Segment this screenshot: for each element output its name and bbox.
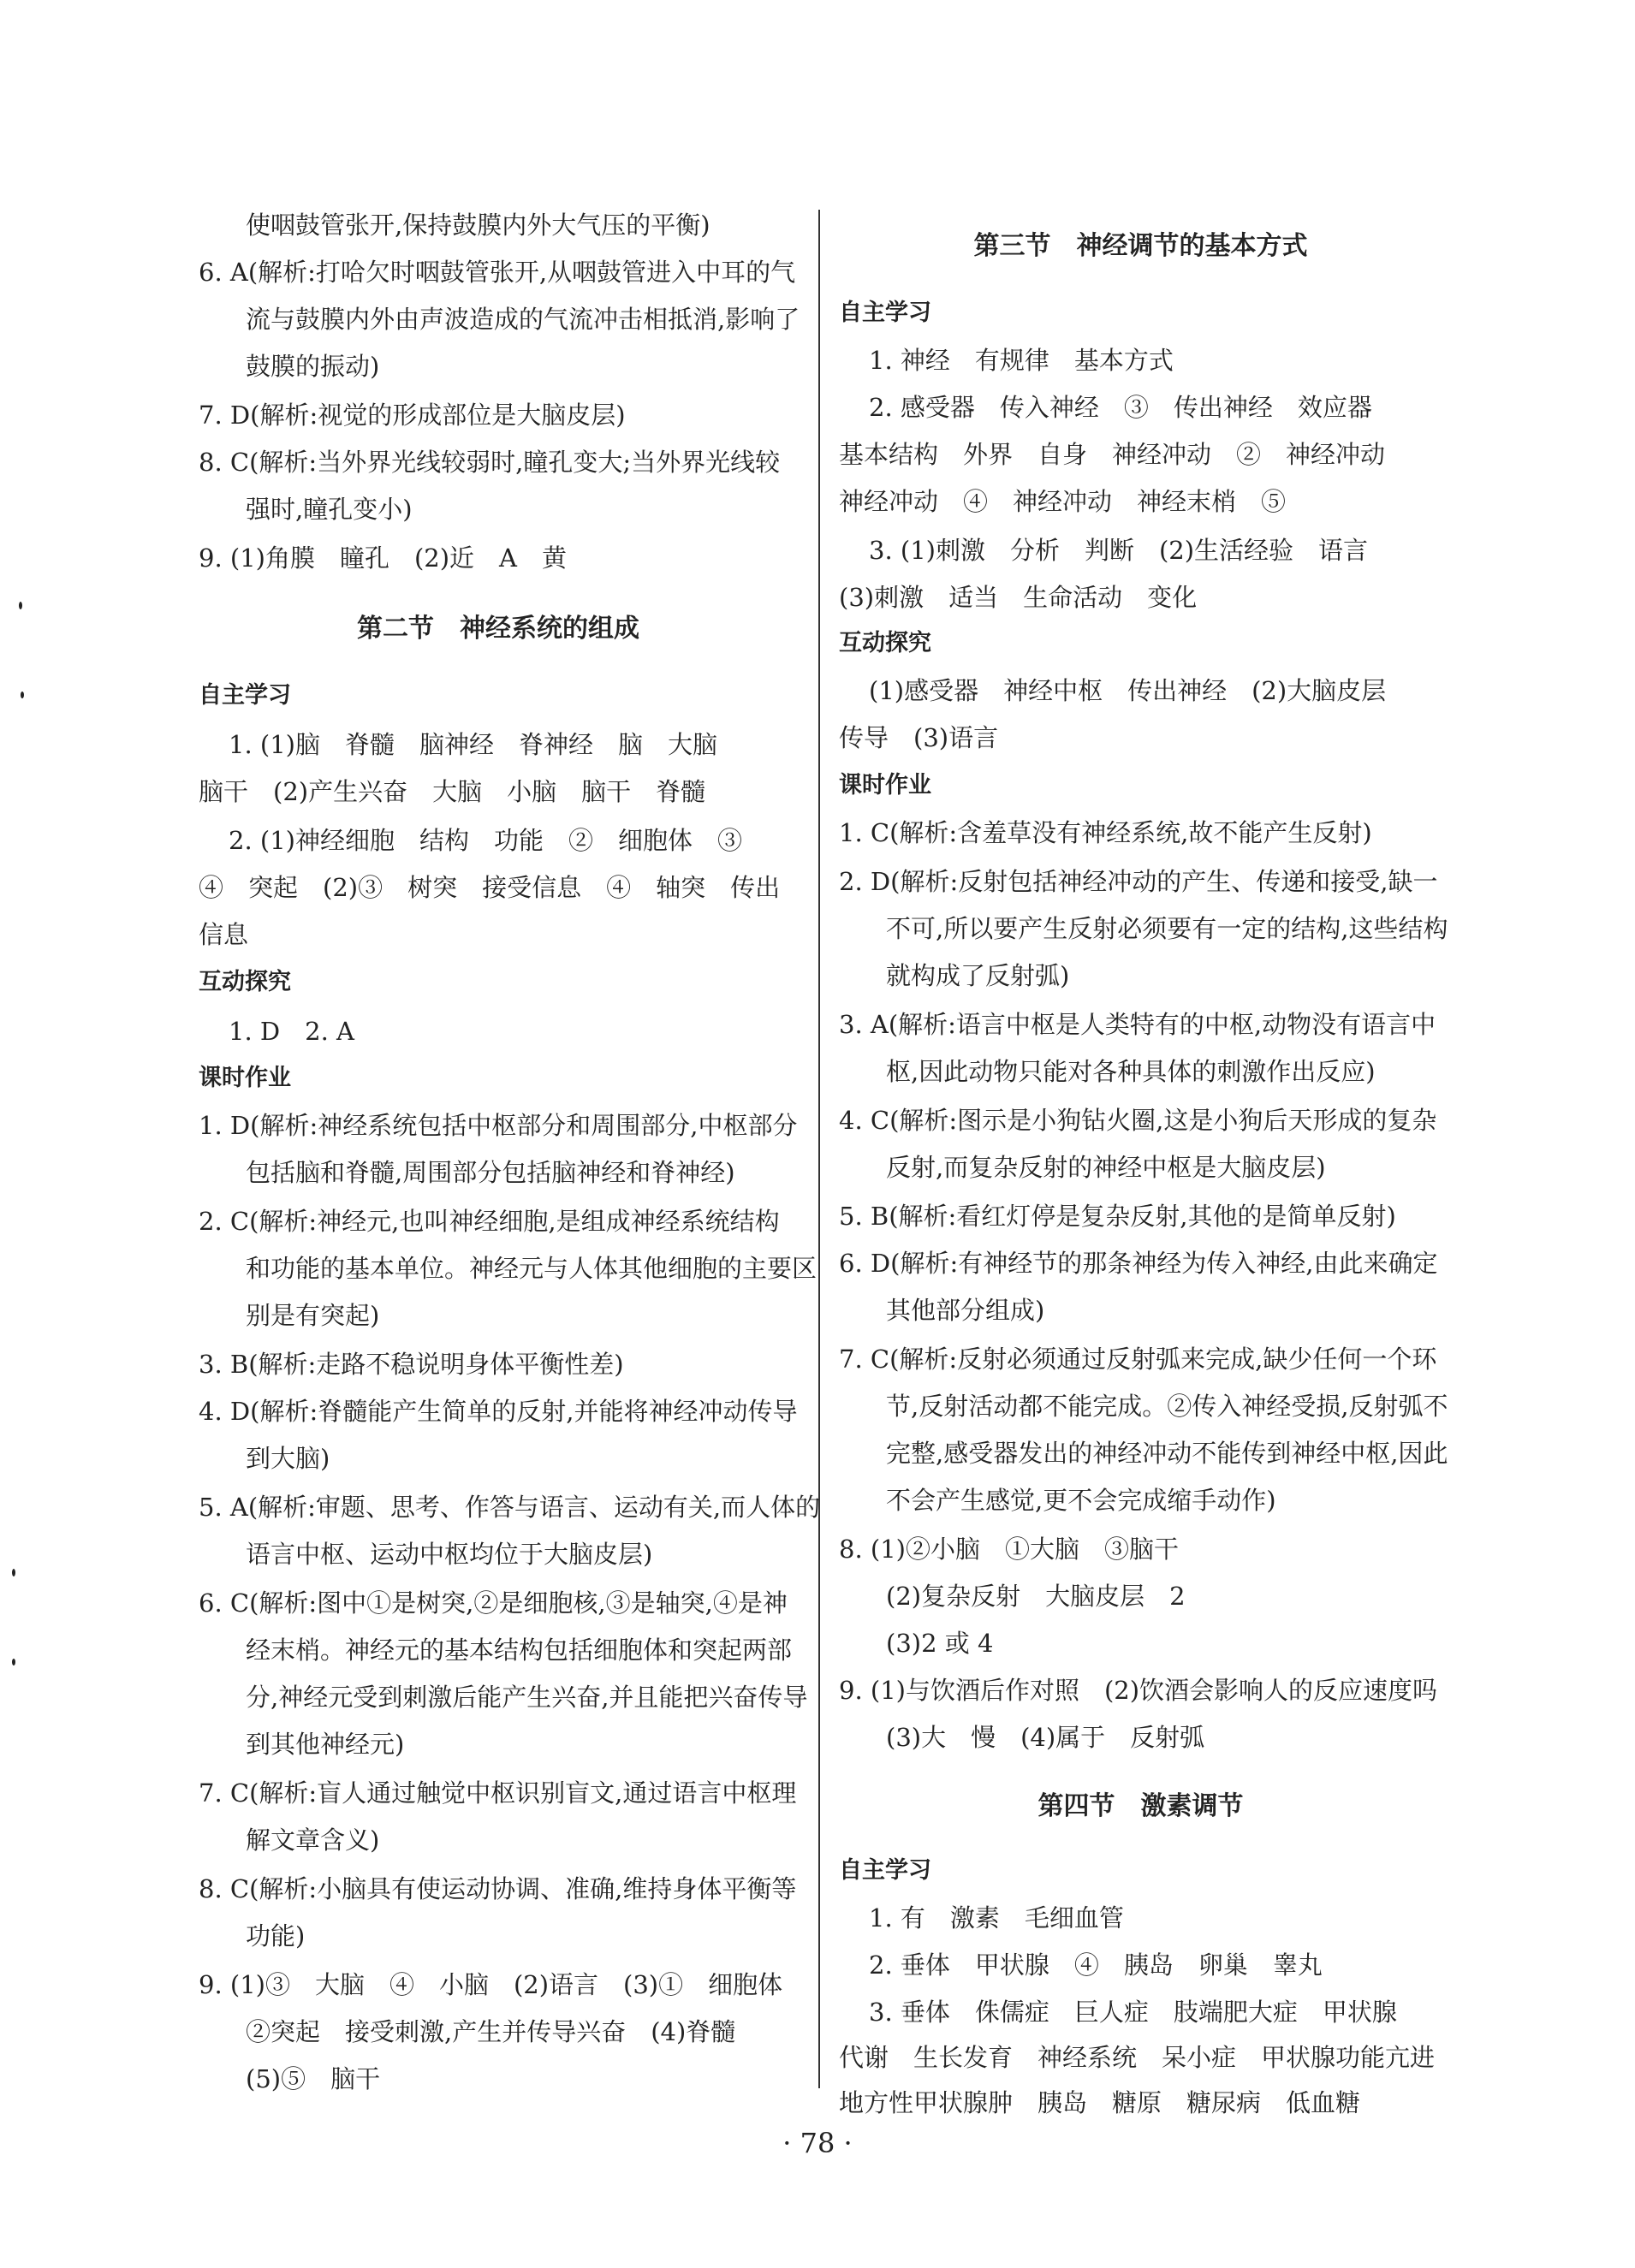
- text-line: 使咽鼓管张开,保持鼓膜内外大气压的平衡): [246, 211, 710, 240]
- text-line: 2. D(解析:反射包括神经冲动的产生、传递和接受,缺一: [839, 867, 1438, 896]
- subsection-label: 互动探究: [839, 630, 931, 656]
- text-line: 鼓膜的振动): [246, 352, 380, 381]
- text-line: 7. C(解析:盲人通过触觉中枢识别盲文,通过语言中枢理: [199, 1778, 797, 1808]
- text-line: 8. C(解析:小脑具有使运动协调、准确,维持身体平衡等: [199, 1874, 797, 1903]
- text-line: 包括脑和脊髓,周围部分包括脑神经和脊神经): [246, 1158, 735, 1187]
- text-line: 9. (1)角膜 瞳孔 (2)近 A 黄: [199, 543, 567, 573]
- text-line: 不可,所以要产生反射必须要有一定的结构,这些结构: [886, 914, 1448, 943]
- text-line: 3. (1)刺激 分析 判断 (2)生活经验 语言: [869, 536, 1369, 565]
- text-line: 反射,而复杂反射的神经中枢是大脑皮层): [886, 1153, 1326, 1182]
- text-line: 1. D 2. A: [229, 1017, 354, 1046]
- text-line: 8. (1)②小脑 ①大脑 ③脑干: [839, 1535, 1179, 1564]
- text-line: 基本结构 外界 自身 神经冲动 ② 神经冲动: [839, 440, 1386, 469]
- text-line: 9. (1)与饮酒后作对照 (2)饮酒会影响人的反应速度吗: [839, 1676, 1438, 1705]
- text-line: ②突起 接受刺激,产生并传导兴奋 (4)脊髓: [246, 2017, 736, 2046]
- text-line: 解文章含义): [246, 1826, 380, 1855]
- text-line: 功能): [246, 1921, 306, 1950]
- subsection-label: 互动探究: [199, 969, 291, 995]
- text-line: 其他部分组成): [886, 1296, 1045, 1325]
- text-line: 枢,因此动物只能对各种具体的刺激作出反应): [886, 1057, 1376, 1086]
- text-line: 2. (1)神经细胞 结构 功能 ② 细胞体 ③: [229, 826, 742, 855]
- subsection-label: 自主学习: [839, 1857, 931, 1884]
- text-line: 7. C(解析:反射必须通过反射弧来完成,缺少任何一个环: [839, 1345, 1437, 1374]
- text-line: 地方性甲状腺肿 胰岛 糖原 糖尿病 低血糖: [839, 2088, 1361, 2117]
- text-line: 1. C(解析:含羞草没有神经系统,故不能产生反射): [839, 818, 1372, 847]
- page-number: · 78 ·: [782, 2127, 853, 2159]
- column-divider: [818, 210, 820, 2088]
- margin-speck: [12, 1659, 15, 1665]
- text-line: 3. A(解析:语言中枢是人类特有的中枢,动物没有语言中: [839, 1010, 1436, 1039]
- text-line: 到大脑): [246, 1444, 330, 1473]
- text-line: 别是有突起): [246, 1301, 380, 1330]
- text-line: (2)复杂反射 大脑皮层 2: [886, 1582, 1186, 1611]
- subsection-label: 自主学习: [839, 300, 931, 326]
- text-line: 信息: [199, 920, 249, 949]
- text-line: 7. D(解析:视觉的形成部位是大脑皮层): [199, 401, 626, 430]
- text-line: 不会产生感觉,更不会完成缩手动作): [886, 1486, 1276, 1515]
- text-line: 4. D(解析:脊髓能产生简单的反射,并能将神经冲动传导: [199, 1397, 798, 1426]
- text-line: 1. 有 激素 毛细血管: [869, 1903, 1124, 1933]
- text-line: 分,神经元受到刺激后能产生兴奋,并且能把兴奋传导: [246, 1683, 808, 1712]
- text-line: 完整,感受器发出的神经冲动不能传到神经中枢,因此: [886, 1439, 1448, 1468]
- text-line: (3)2 或 4: [886, 1629, 994, 1658]
- text-line: 3. 垂体 侏儒症 巨人症 肢端肥大症 甲状腺: [869, 1998, 1397, 2027]
- text-line: ④ 突起 (2)③ 树突 接受信息 ④ 轴突 传出: [199, 873, 781, 902]
- text-line: 2. 感受器 传入神经 ③ 传出神经 效应器: [869, 393, 1372, 422]
- margin-speck: [19, 602, 22, 609]
- text-line: 3. B(解析:走路不稳说明身体平衡性差): [199, 1350, 624, 1379]
- text-line: 代谢 生长发育 神经系统 呆小症 甲状腺功能亢进: [839, 2043, 1436, 2072]
- text-line: 经末梢。神经元的基本结构包括细胞体和突起两部: [246, 1636, 793, 1665]
- text-line: 2. 垂体 甲状腺 ④ 胰岛 卵巢 睾丸: [869, 1950, 1323, 1980]
- text-line: (3)刺激 适当 生命活动 变化: [839, 583, 1198, 612]
- text-line: 流与鼓膜内外由声波造成的气流冲击相抵消,影响了: [246, 305, 800, 334]
- text-line: 8. C(解析:当外界光线较弱时,瞳孔变大;当外界光线较: [199, 448, 781, 477]
- text-line: 强时,瞳孔变小): [246, 495, 413, 524]
- text-line: 到其他神经元): [246, 1730, 405, 1759]
- section-heading: 第二节 神经系统的组成: [357, 614, 639, 644]
- text-line: 5. B(解析:看红灯停是复杂反射,其他的是简单反射): [839, 1202, 1396, 1231]
- text-line: 9. (1)③ 大脑 ④ 小脑 (2)语言 (3)① 细胞体: [199, 1970, 783, 1999]
- subsection-label: 课时作业: [199, 1065, 291, 1091]
- margin-speck: [12, 1569, 15, 1576]
- subsection-label: 自主学习: [199, 682, 291, 709]
- text-line: 1. (1)脑 脊髓 脑神经 脊神经 脑 大脑: [229, 730, 717, 759]
- text-line: (1)感受器 神经中枢 传出神经 (2)大脑皮层: [869, 676, 1387, 705]
- text-line: 6. D(解析:有神经节的那条神经为传入神经,由此来确定: [839, 1249, 1438, 1278]
- text-line: 节,反射活动都不能完成。②传入神经受损,反射弧不: [886, 1392, 1448, 1421]
- text-line: 脑干 (2)产生兴奋 大脑 小脑 脑干 脊髓: [199, 777, 706, 806]
- text-line: 神经冲动 ④ 神经冲动 神经末梢 ⑤: [839, 487, 1287, 516]
- subsection-label: 课时作业: [839, 772, 931, 799]
- text-line: 和功能的基本单位。神经元与人体其他细胞的主要区: [246, 1254, 818, 1283]
- text-line: 6. C(解析:图中①是树突,②是细胞核,③是轴突,④是神: [199, 1588, 788, 1618]
- text-line: 1. D(解析:神经系统包括中枢部分和周围部分,中枢部分: [199, 1111, 798, 1140]
- text-line: 语言中枢、运动中枢均位于大脑皮层): [246, 1540, 653, 1569]
- text-line: 传导 (3)语言: [839, 723, 999, 752]
- text-line: 6. A(解析:打哈欠时咽鼓管张开,从咽鼓管进入中耳的气: [199, 258, 796, 287]
- section-heading: 第三节 神经调节的基本方式: [973, 231, 1308, 261]
- text-line: 1. 神经 有规律 基本方式: [869, 346, 1174, 375]
- section-heading: 第四节 激素调节: [1037, 1791, 1244, 1821]
- text-line: 2. C(解析:神经元,也叫神经细胞,是组成神经系统结构: [199, 1207, 780, 1236]
- margin-speck: [21, 692, 24, 698]
- text-line: 4. C(解析:图示是小狗钻火圈,这是小狗后天形成的复杂: [839, 1106, 1437, 1135]
- text-line: (3)大 慢 (4)属于 反射弧: [886, 1723, 1205, 1752]
- text-line: 就构成了反射弧): [886, 961, 1070, 990]
- text-line: (5)⑤ 脑干: [246, 2064, 381, 2093]
- text-line: 5. A(解析:审题、思考、作答与语言、运动有关,而人体的: [199, 1493, 821, 1522]
